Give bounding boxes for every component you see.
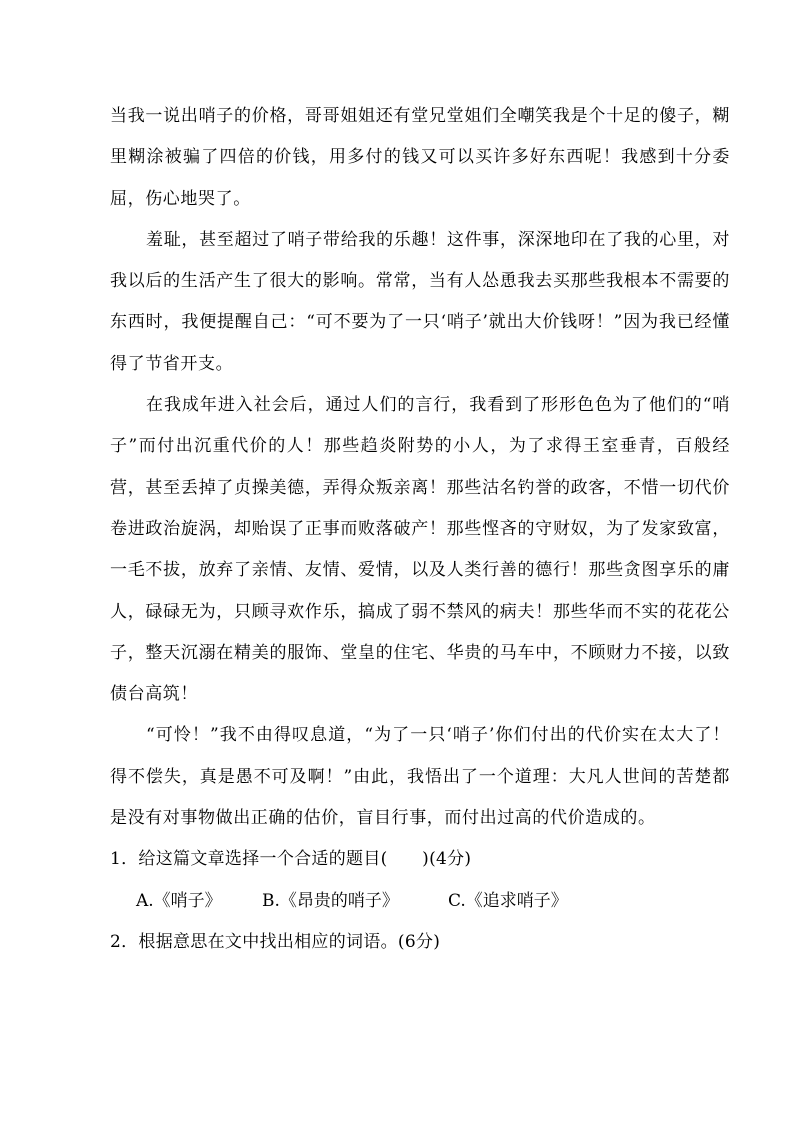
option-b: B.《昂贵的哨子》 xyxy=(262,890,399,911)
question-1-options xyxy=(110,881,730,922)
option-a: A.《哨子》 xyxy=(136,890,222,911)
paragraph-3: 在我成年进入社会后，通过人们的言行，我看到了形形色色为了他们的“哨子”而付出沉重代价的人！那些趋炎附势的小人，为了求得王室垂青，百般经营，甚至丢掉了贞操美德，弄得众叛亲离！那些沽名钓誉的政客，不惜一切代价卷进政治旋涡，却贻误了正事而败落破产！那些悭吝的守财奴，为了发家致富，一毛不拔，放弃了亲情、友情、爱情，以及人类行善的德行！那些贪图享乐的庸人，碌碌无为，只顾寻欢作乐，搞成了弱不禁风的病夫！那些华而不实的花花公子，整天沉溺在精美的服饰、堂皇的住宅、华贵的马车中，不顾财力不接，以致债台高筑！ xyxy=(110,395,730,705)
paragraph-1: 当我一说出哨子的价格，哥哥姐姐还有堂兄堂姐们全嘲笑我是个十足的傻子，糊里糊涂被骗了四倍的价钱，用多付的钱又可以买许多好东西呢！我感到十分委屈，伤心地哭了。 xyxy=(110,106,730,209)
question-1: 1．给这篇文章选择一个合适的题目( )(4分) xyxy=(110,849,472,870)
paragraph-4: “可怜！”我不由得叹息道，“为了一只‘哨子’你们付出的代价实在太大了！得不偿失，真是愚不可及啊！”由此，我悟出了一个道理：大凡人世间的苦楚都是没有对事物做出正确的估价，盲目行事，而付出过高的代价造成的。 xyxy=(110,725,730,829)
option-c: C.《追求哨子》 xyxy=(448,890,568,911)
document-body xyxy=(110,96,730,963)
question-2: 2．根据意思在文中找出相应的词语。(6分) xyxy=(110,931,441,952)
paragraph-2: 羞耻，甚至超过了哨子带给我的乐趣！这件事，深深地印在了我的心里，对我以后的生活产生了很大的影响。常常，当有人怂恿我去买那些我根本不需要的东西时，我便提醒自己：“可不要为了一只‘哨子’就出大价钱呀！”因为我已经懂得了节省开支。 xyxy=(110,229,730,374)
